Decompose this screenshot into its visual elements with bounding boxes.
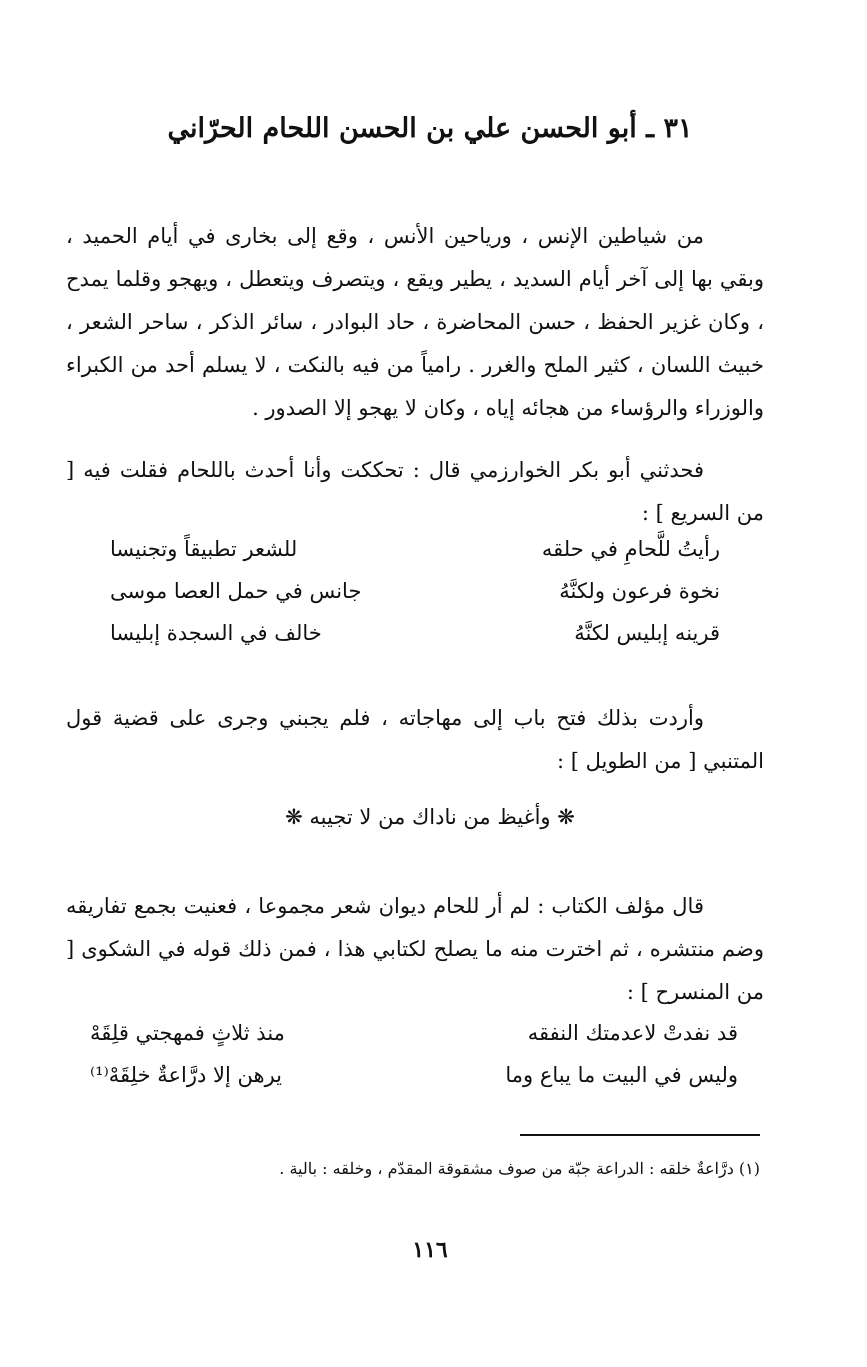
footnote: (١) درَّاعةٌ خلقه : الدراعة جبّة من صوف مشقوقة المقدّم ، وخلقه : بالية . xyxy=(279,1159,760,1178)
verse-line xyxy=(110,570,720,612)
paragraph-4: قال مؤلف الكتاب : لم أر للحام ديوان شعر مجموعا ، فعنيت بجمع تفاريقه وضم منتشره ، ثم اخترت منه ما يصلح لكتابي هذا ، فمن ذلك قوله في الشكوى [ من المنسرح ] : xyxy=(66,894,764,1004)
paragraph-3: وأردت بذلك فتح باب إلى مهاجاته ، فلم يجبني وجرى على قضية قول المتنبي [ من الطويل ] : xyxy=(66,706,764,773)
hemistich-second: خالف في السجدة إبليسا xyxy=(110,621,322,645)
paragraph-2: فحدثني أبو بكر الخوارزمي قال : تحككت وأنا أحدث باللحام فقلت فيه [ من السريع ] : xyxy=(66,458,764,525)
hemistich-second: يرهن إلا درَّاعةٌ خلِقَهْ⁽¹⁾ xyxy=(90,1063,283,1087)
poem-saree xyxy=(110,528,720,654)
verse-line xyxy=(90,1012,738,1054)
paragraph-1: من شياطين الإنس ، ورياحين الأنس ، وقع إلى بخارى في أيام الحميد ، وبقي بها إلى آخر أيام السديد ، يطير ويقع ، ويتصرف ويتعطل ، ويهجو وقلما يمدح ، وكان غزير الحفظ ، حسن المحاضرة ، حاد البوادر ، سائر الذكر ، ساحر الشعر ، خبيث اللسان ، كثير الملح والغرر . رامياً من فيه بالنكت ، لا يسلم أحد من الكبراء والوزراء والرؤساء من هجائه إياه ، وكان لا يهجو إلا الصدور . xyxy=(66,224,764,420)
hemistich-first: وليس في البيت ما يباع وما xyxy=(505,1063,738,1087)
hemistich-first: نخوة فرعون ولكنَّهُ xyxy=(559,579,720,603)
verse-line xyxy=(110,612,720,654)
hemistich-second: للشعر تطبيقاً وتجنيسا xyxy=(110,537,298,561)
verse-line xyxy=(90,1054,738,1096)
verse-line xyxy=(110,528,720,570)
hemistich-second: جانس في حمل العصا موسى xyxy=(110,579,362,603)
page-number: ١١٦ xyxy=(412,1237,448,1263)
hemistich-first: قد نفدتْ لاعدمتك النفقه xyxy=(527,1021,738,1045)
hemistich-first: رأيتُ للَّحامِ في حلقه xyxy=(541,537,720,561)
footnote-divider xyxy=(520,1134,760,1136)
chapter-title: ٣١ ـ أبو الحسن علي بن الحسن اللحام الحرّاني xyxy=(167,113,693,144)
hemistich-first: قرينه إبليس لكنَّهُ xyxy=(574,621,720,645)
poem-munsarih xyxy=(90,1012,738,1096)
hemistich-second: منذ ثلاثٍ فمهجتي قلِقَهْ xyxy=(90,1021,285,1045)
quoted-verse: ❋ وأغيظ من ناداك من لا تجيبه ❋ xyxy=(285,805,575,829)
